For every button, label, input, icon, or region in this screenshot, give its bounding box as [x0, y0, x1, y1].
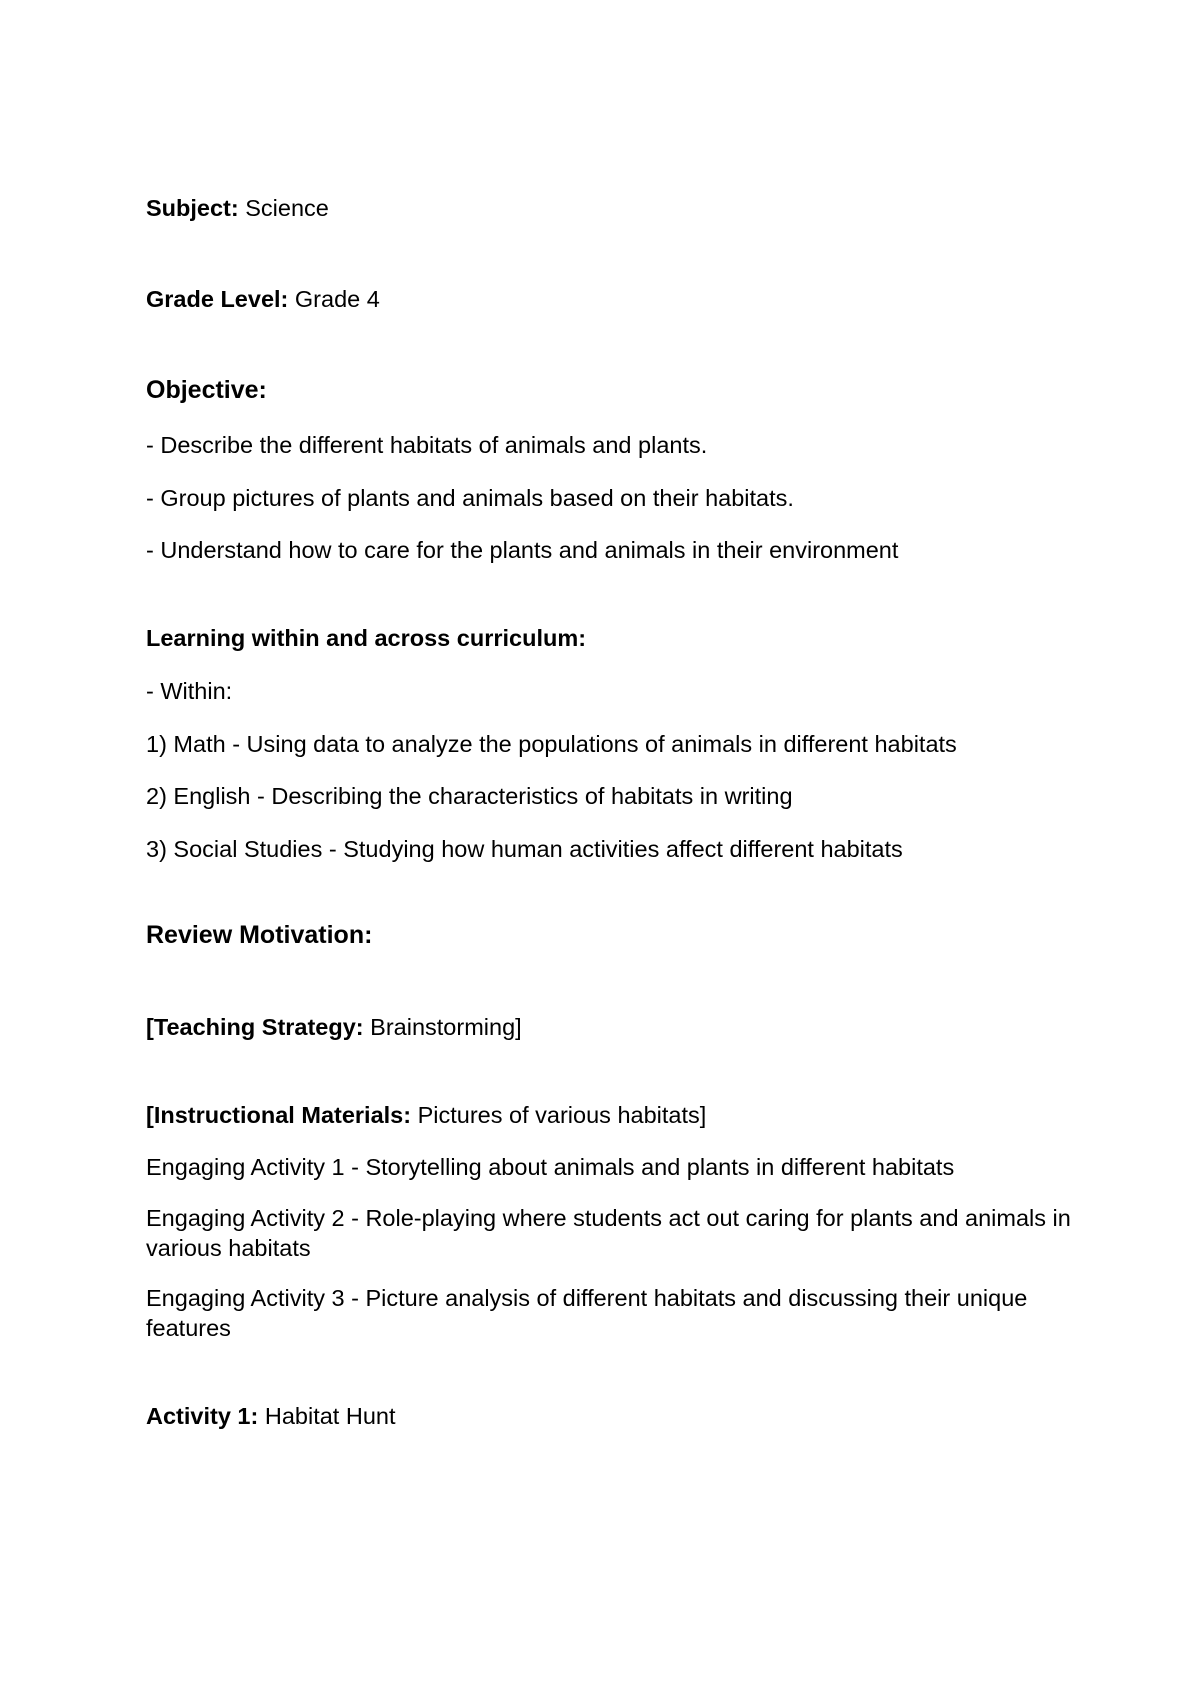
grade-level-value: Grade 4 [288, 286, 380, 312]
activity-1-value: Habitat Hunt [258, 1403, 396, 1429]
teaching-strategy-open-bracket: [ [146, 1014, 154, 1040]
activity-1-line [146, 1401, 1076, 1431]
curriculum-heading: Learning within and across curriculum: [146, 625, 587, 651]
curriculum-item: 3) Social Studies - Studying how human activities affect different habitats [146, 836, 903, 862]
engaging-activity: Engaging Activity 2 - Role-playing where students act out caring for plants and animals in various habitats [146, 1205, 1071, 1261]
engaging-activity: Engaging Activity 3 - Picture analysis of different habitats and discussing their unique features [146, 1285, 1028, 1341]
objective-heading: Objective: [146, 376, 267, 404]
subject-value: Science [238, 195, 329, 221]
instructional-materials-label: Instructional Materials: [153, 1102, 412, 1128]
curriculum-item: 1) Math - Using data to analyze the populations of animals in different habitats [146, 731, 957, 757]
grade-level-label: Grade Level: [146, 286, 289, 312]
teaching-strategy-value: Brainstorming] [363, 1014, 522, 1040]
curriculum-item: 2) English - Describing the characteristics of habitats in writing [146, 783, 793, 809]
teaching-strategy-label: Teaching Strategy: [153, 1014, 364, 1040]
engaging-activity: Engaging Activity 1 - Storytelling about animals and plants in different habitats [146, 1154, 955, 1180]
objective-item: - Describe the different habitats of animals and plants. [146, 432, 708, 458]
subject-label: Subject: [146, 195, 239, 221]
curriculum-within-label: - Within: [146, 678, 233, 704]
activity-1-label: Activity 1: [146, 1403, 259, 1429]
teaching-strategy-line [146, 1012, 1076, 1042]
grade-level-line [146, 284, 1076, 314]
subject-line [146, 193, 1076, 223]
review-motivation-heading: Review Motivation: [146, 921, 373, 949]
instructional-materials-line [146, 1100, 1076, 1130]
objective-item: - Understand how to care for the plants and animals in their environment [146, 537, 899, 563]
instructional-materials-value: Pictures of various habitats] [411, 1102, 707, 1128]
objective-item: - Group pictures of plants and animals based on their habitats. [146, 485, 794, 511]
instructional-materials-open-bracket: [ [146, 1102, 154, 1128]
